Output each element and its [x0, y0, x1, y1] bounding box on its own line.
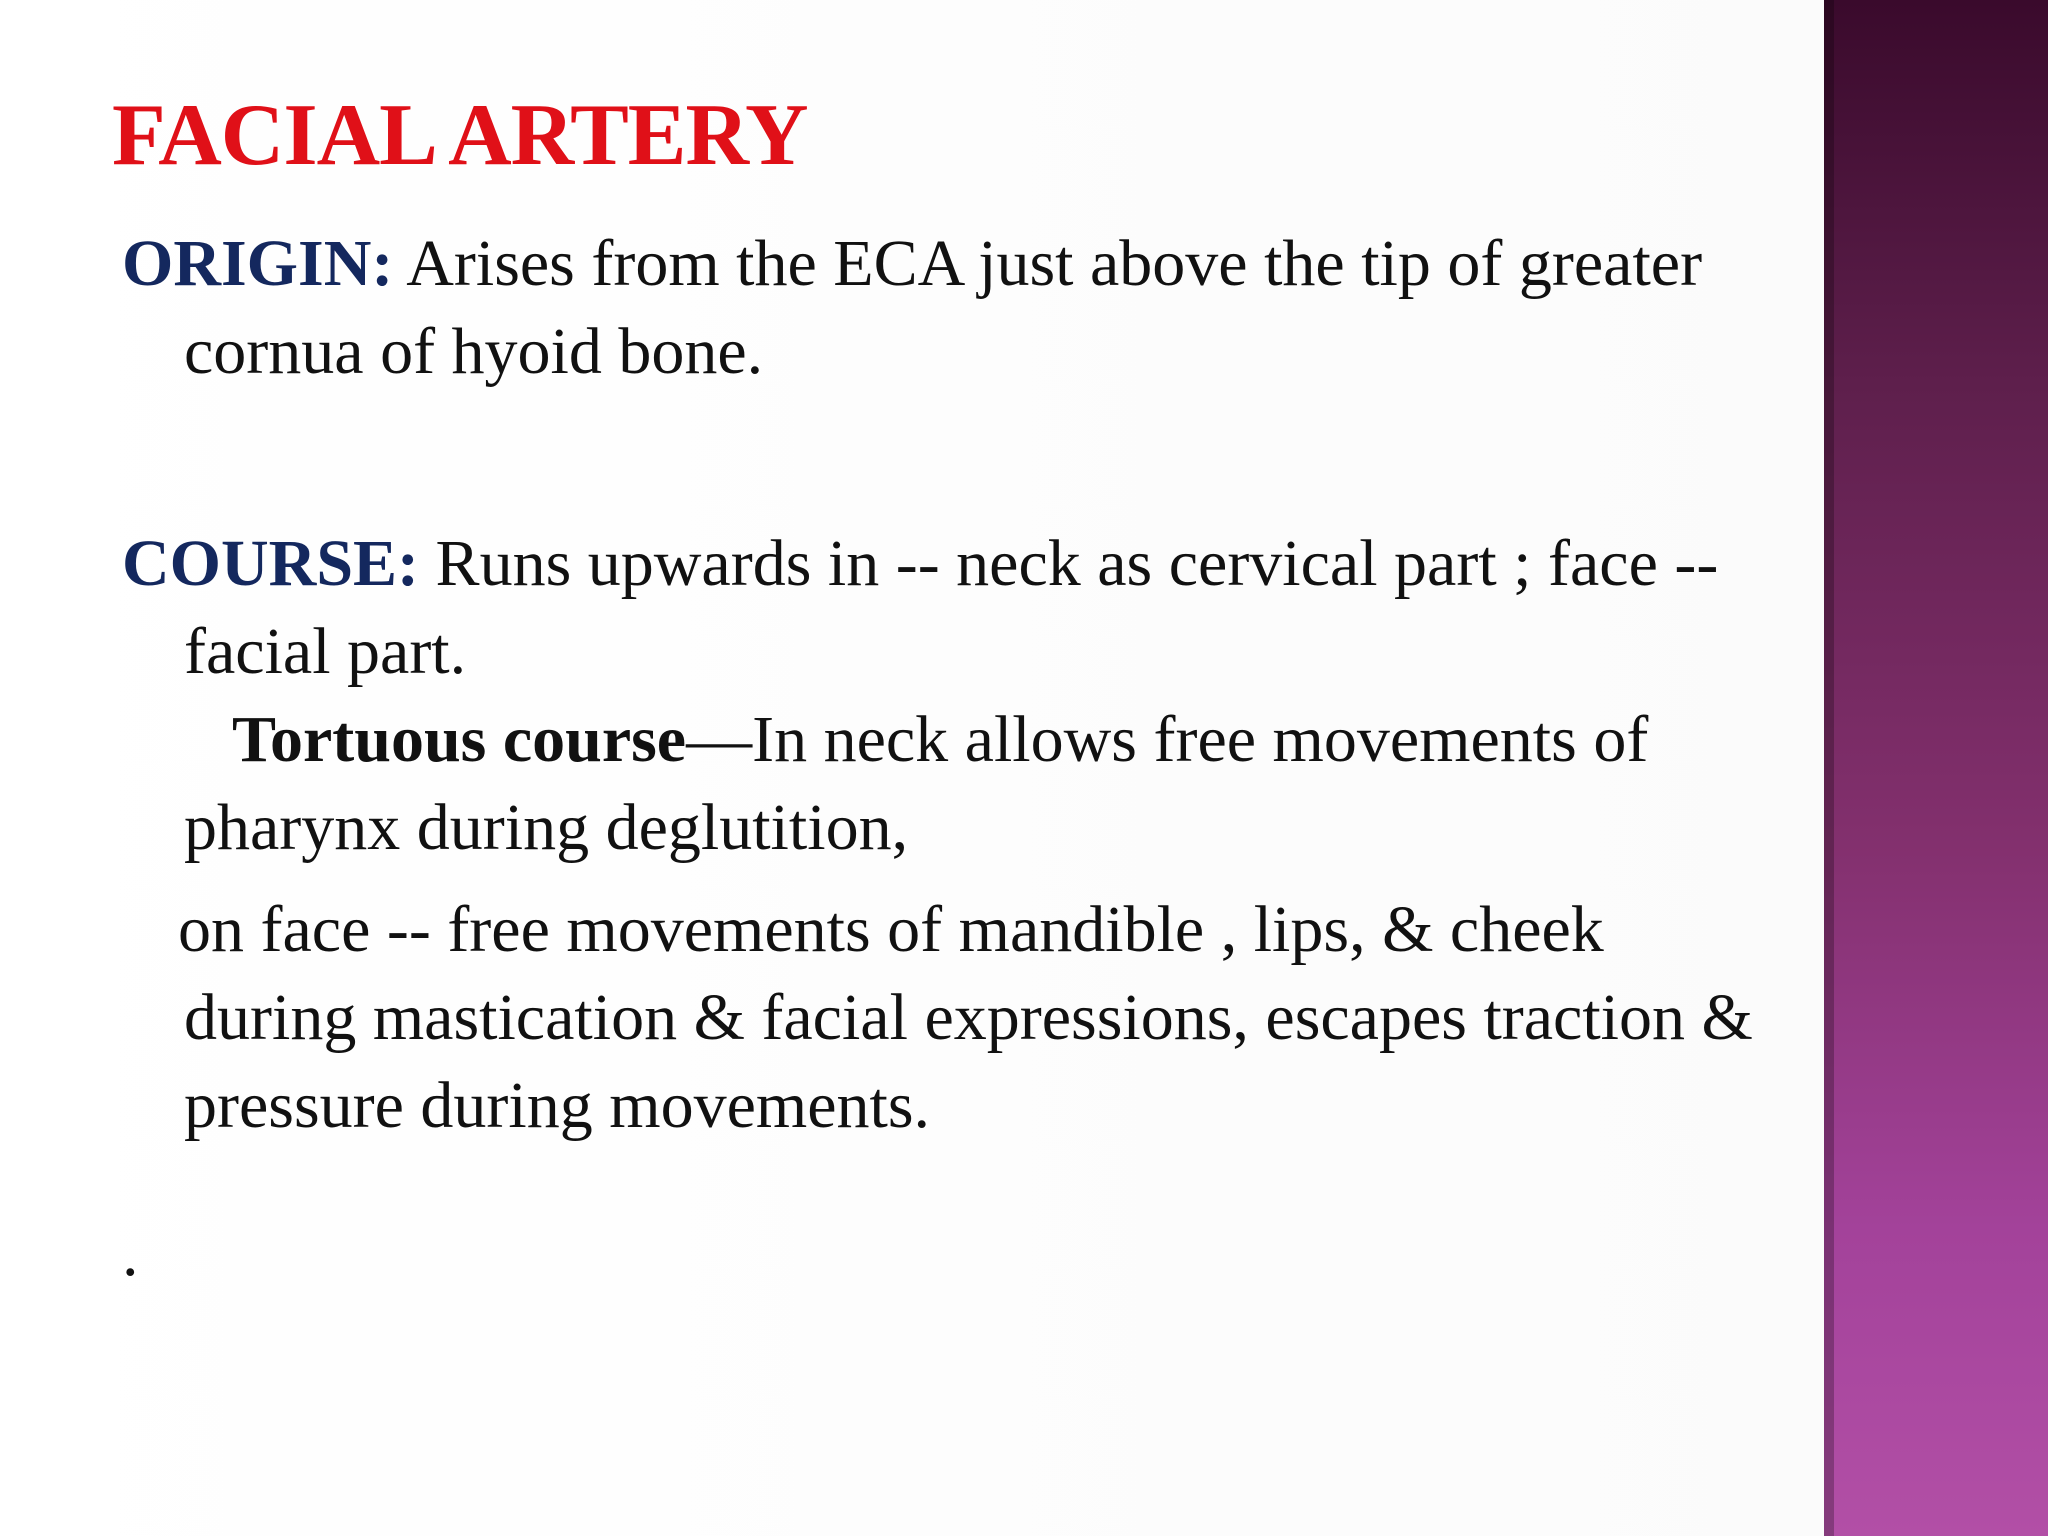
- course-text: Runs upwards in -- neck as cervical part ; face -- facial part.: [184, 527, 1719, 688]
- tortuous-text: —In neck allows free movements of pharynx during deglutition,: [184, 703, 1649, 864]
- face-paragraph: [122, 886, 1782, 1150]
- origin-label: ORIGIN:: [122, 227, 394, 300]
- tortuous-paragraph: [122, 696, 1782, 872]
- origin-text: Arises from the ECA just above the tip of greater cornua of hyoid bone.: [184, 227, 1703, 388]
- course-paragraph: [122, 520, 1782, 696]
- slide-title: FACIAL ARTERY: [112, 87, 808, 184]
- course-label: COURSE:: [122, 527, 420, 600]
- face-text: on face -- free movements of mandible , lips, & cheek during mastication & facial expressions, escapes traction & pressure during movements.: [178, 893, 1753, 1142]
- origin-paragraph: [122, 220, 1782, 396]
- side-decor-band: [1824, 0, 2048, 1536]
- slide-content: [122, 220, 1782, 1150]
- tortuous-term: Tortuous course: [232, 703, 687, 776]
- trailing-dot: .: [122, 1217, 139, 1290]
